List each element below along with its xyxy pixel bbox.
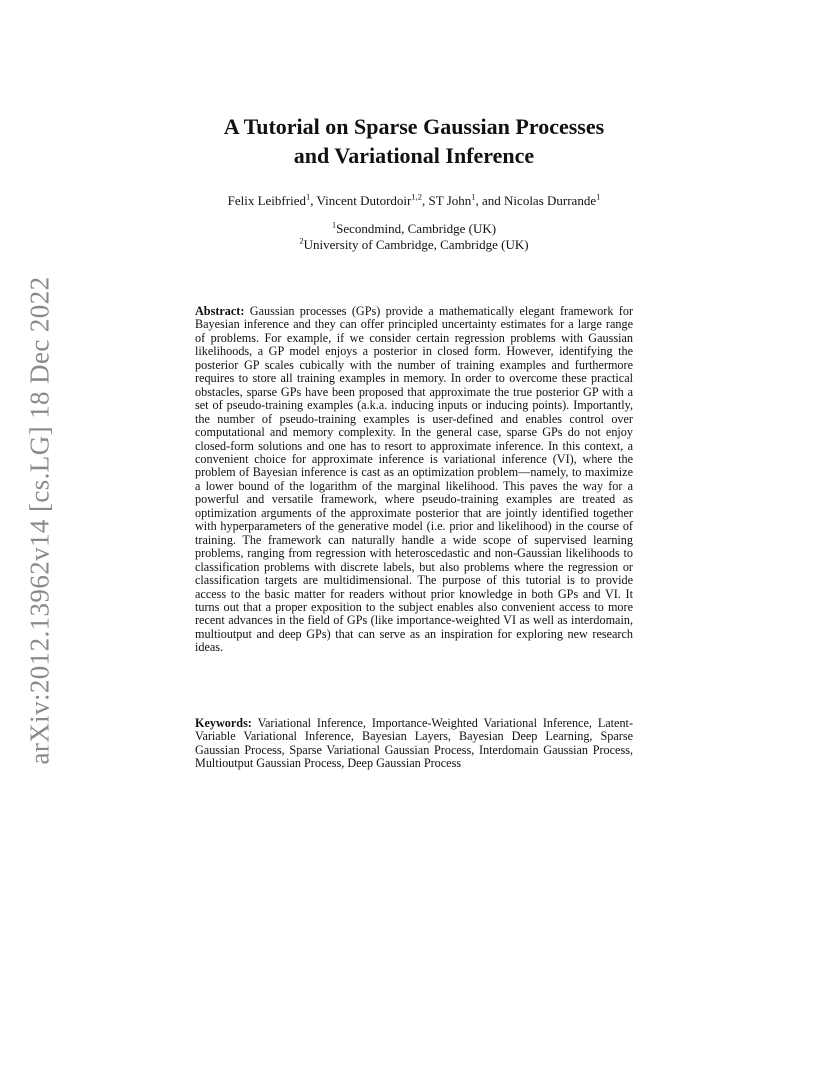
paper-title <box>150 112 678 170</box>
author-name: ST John <box>428 193 472 208</box>
author-name: Felix Leibfried <box>227 193 306 208</box>
arxiv-identifier-text: arXiv:2012.13962v14 [cs.LG] 18 Dec 2022 <box>24 275 55 765</box>
affiliation-text: University of Cambridge, Cambridge (UK) <box>303 237 529 252</box>
affiliation-mark: 1 <box>331 219 337 230</box>
author-name: Nicolas Durrande <box>504 193 597 208</box>
abstract-label: Abstract: <box>195 304 245 318</box>
paper-title-line-1: A Tutorial on Sparse Gaussian Processes <box>223 114 605 139</box>
abstract-text: Gaussian processes (GPs) provide a mathematically elegant framework for Bayesian inference and they can offer principled uncertainty estimates for a large range of problems. For example, if we consider certain regression problems with Gaussian likelihoods, a GP model enjoys a posterior in closed form. However, identifying the posterior GP scales cubically with the number of training examples and furthermore requires to store all training examples in memory. In order to overcome these practical obstacles, sparse GPs have been proposed that approximate the true posterior GP with a set of pseudo-training examples (a.k.a. inducing inputs or inducing points). Importantly, the number of pseudo-training examples is user-defined and enables control over computational and memory complexity. In the general case, sparse GPs do not enjoy closed-form solutions and one has to resort to approximate inference. In this context, a convenient choice for approximate inference is variational inference (VI), where the problem of Bayesian inference is cast as an optimization problem—namely, to maximize a lower bound of the logarithm of the marginal likelihood. This paves the way for a powerful and versatile framework, where pseudo-training examples are treated as optimization arguments of the approximate posterior that are jointly identified together with hyperparameters of the generative model (i.e. prior and likelihood) in the course of training. The framework can naturally handle a wide scope of supervised learning problems, ranging from regression with heteroscedastic and non-Gaussian likelihoods to classification problems with discrete labels, but also problems where the regression or classification targets are multidimensional. The purpose of this tutorial is to provide access to the basic matter for readers without prior knowledge in both GPs and VI. It turns out that a proper exposition to the subject enables also convenient access to more recent advances in the field of GPs (like importance-weighted VI as well as interdomain, multioutput and deep GPs) that can serve as an inspiration for exploring new research ideas. <box>195 304 634 655</box>
keywords-label: Keywords: <box>195 716 252 730</box>
author-separator: , <box>310 193 317 208</box>
arxiv-identifier-stamp <box>22 275 58 765</box>
author-affiliation-mark: 1 <box>305 191 311 202</box>
keywords-paragraph <box>195 717 633 771</box>
author-affiliation-mark: 1,2 <box>411 191 423 202</box>
keywords-text: Variational Inference, Importance-Weighted Variational Inference, Latent-Variable Variational Inference, Bayesian Layers, Bayesian Deep Learning, Sparse Gaussian Process, Sparse Variational Gaussian Process, Interdomain Gaussian Process, Multioutput Gaussian Process, Deep Gaussian Process <box>195 716 634 771</box>
author-list <box>150 193 678 209</box>
affiliation-text: Secondmind, Cambridge (UK) <box>336 221 497 236</box>
author-affiliation-mark: 1 <box>596 191 601 202</box>
author-separator: , and <box>475 193 505 208</box>
paper-title-line-2: and Variational Inference <box>293 143 535 168</box>
author-separator: , <box>422 193 429 208</box>
affiliation-list <box>150 221 678 253</box>
affiliation-line <box>150 237 678 253</box>
affiliation-mark: 2 <box>299 235 304 246</box>
author-affiliation-mark: 1 <box>471 191 476 202</box>
affiliation-line <box>150 221 678 237</box>
author-name: Vincent Dutordoir <box>316 193 412 208</box>
abstract-paragraph <box>195 305 633 655</box>
